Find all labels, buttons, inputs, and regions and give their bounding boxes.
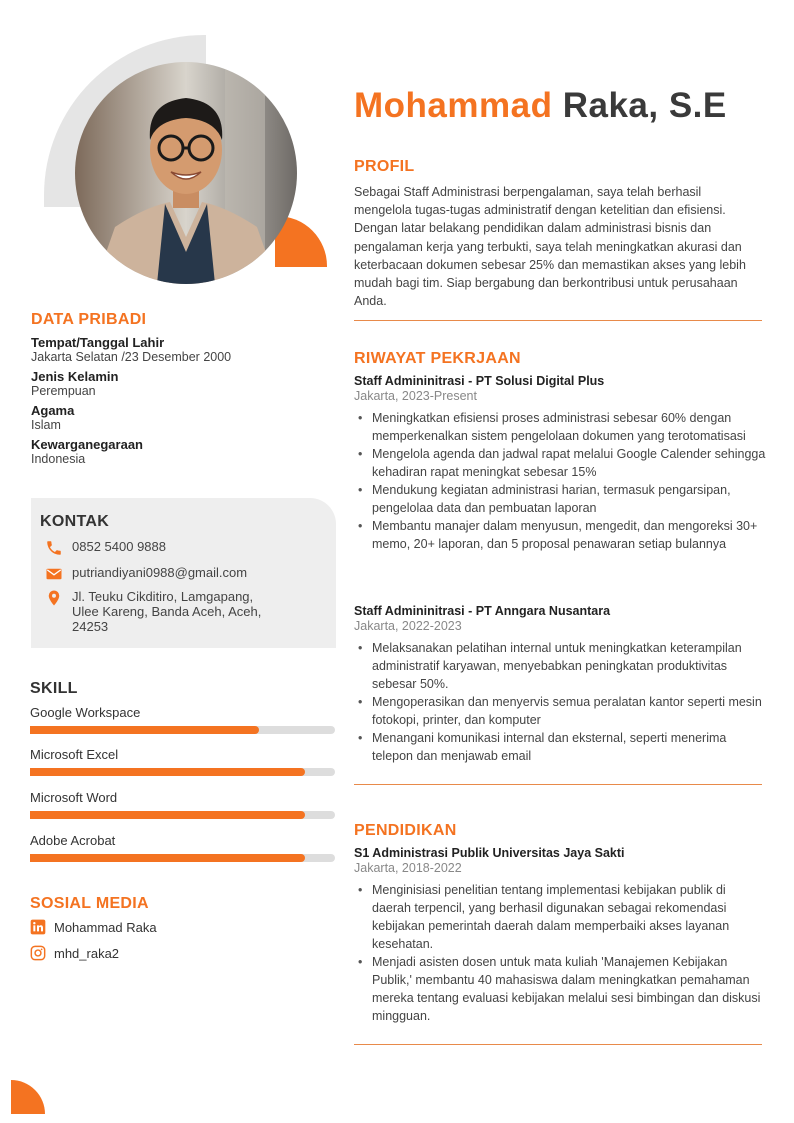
personal-data-item <box>31 438 321 466</box>
education-meta: Jakarta, 2018-2022 <box>354 861 462 875</box>
skill-item <box>30 747 335 776</box>
skill-bar-fill <box>30 854 305 862</box>
personal-data-item <box>31 370 321 398</box>
skill-name: Google Workspace <box>30 705 141 720</box>
profile-photo <box>75 62 297 284</box>
skill-name: Microsoft Word <box>30 790 118 805</box>
list-item: • Menginisiasi penelitian tentang implementasi kebijakan publik di daerah terpencil, yang berhasil digunakan sebagai rekomendasi kebijakan pemerintah daerah dalam memperbaiki akses layanan kesehatan. <box>358 881 768 953</box>
social-linkedin-text: Mohammad Raka <box>54 919 157 935</box>
skill-bar <box>30 854 335 862</box>
section-title-skill: SKILL <box>30 680 78 697</box>
divider <box>354 784 762 785</box>
personal-data-value: Islam <box>31 418 61 432</box>
personal-data <box>31 336 321 472</box>
skill-name: Adobe Acrobat <box>30 833 116 848</box>
skill-item <box>30 833 335 862</box>
profil-text: Sebagai Staff Administrasi berpengalaman, saya telah berhasil mengelola tugas-tugas administratif dengan ketelitian dan efisiensi. Dengan latar belakang pendidikan dalam administrasi bisnis dan pengalaman kerja yang terbukti, saya telah meningkatkan akurasi dan keterbacaan dokumen sebesar 25% dan memastikan akses yang lebih mudah bagi tim. Siap bergabung dan berkontribusi untuk perusahaan Anda. <box>354 185 746 309</box>
skill-bar-fill <box>30 811 305 819</box>
job-title: Staff Admininitrasi - PT Solusi Digital Plus <box>354 374 605 388</box>
job-title: Staff Admininitrasi - PT Anngara Nusantara <box>354 604 611 618</box>
section-title-profil: PROFIL <box>354 158 415 175</box>
linkedin-icon <box>30 919 46 935</box>
personal-data-label: Tempat/Tanggal Lahir <box>31 335 165 350</box>
instagram-icon <box>30 945 46 961</box>
social-instagram-text: mhd_raka2 <box>54 945 120 961</box>
list-item: • Meningkatkan efisiensi proses administrasi sebesar 60% dengan memperkenalkan sistem pengelolaan dokumen yang terotomatisasi <box>358 409 768 445</box>
skill-name: Microsoft Excel <box>30 747 119 762</box>
phone-icon <box>45 539 63 557</box>
personal-data-value: Perempuan <box>31 384 96 398</box>
job-bullets <box>358 409 768 553</box>
section-title-pendidikan: PENDIDIKAN <box>354 822 457 839</box>
decorative-corner-orange <box>11 1080 45 1114</box>
social-instagram[interactable] <box>30 945 119 961</box>
section-title-kontak: KONTAK <box>40 513 110 530</box>
personal-data-value: Indonesia <box>31 452 86 466</box>
contact-panel <box>31 498 336 648</box>
job-meta: Jakarta, 2022-2023 <box>354 619 462 633</box>
personal-data-label: Jenis Kelamin <box>31 369 119 384</box>
skill-bar-fill <box>30 726 259 734</box>
personal-data-value: Jakarta Selatan /23 Desember 2000 <box>31 350 232 364</box>
candidate-name <box>354 86 727 126</box>
list-item: • Mengelola agenda dan jadwal rapat melalui Google Calender sehingga kehadiran rapat meningkat sebesar 15% <box>358 445 768 481</box>
skill-bar <box>30 726 335 734</box>
list-item: • Menjadi asisten dosen untuk mata kuliah 'Manajemen Kebijakan Publik,' membantu 40 mahasiswa dalam meningkatkan pemahaman mereka tentang evaluasi kebijakan melalui sesi bimbingan dan diskusi mingguan. <box>358 953 768 1025</box>
contact-email-text: putriandiyani0988@gmail.com <box>72 565 248 580</box>
name-first: Mohammad <box>354 86 553 125</box>
section-title-sosial-media: SOSIAL MEDIA <box>30 895 149 912</box>
education-bullets <box>358 881 768 1025</box>
contact-address <box>45 589 282 634</box>
skill-bar <box>30 811 335 819</box>
skill-item <box>30 790 335 819</box>
personal-data-label: Agama <box>31 403 75 418</box>
list-item: • Membantu manajer dalam menyusun, mengedit, dan mengoreksi 30+ memo, 20+ laporan, dan 5 proposal penawaran setiap bulannya <box>358 517 768 553</box>
job-bullets <box>358 639 768 765</box>
contact-phone-text: 0852 5400 9888 <box>72 539 166 554</box>
section-title-riwayat-pekerjaan: RIWAYAT PEKRJAAN <box>354 350 521 367</box>
personal-data-item <box>31 404 321 432</box>
social-linkedin[interactable] <box>30 919 157 935</box>
skill-bar <box>30 768 335 776</box>
list-item: • Mengoperasikan dan menyervis semua peralatan kantor seperti mesin fotokopi, printer, dan komputer <box>358 693 768 729</box>
contact-address-text: Jl. Teuku Cikditiro, Lamgapang, Ulee Kareng, Banda Aceh, Aceh, 24253 <box>72 589 262 634</box>
divider <box>354 1044 762 1045</box>
mail-icon <box>45 565 63 583</box>
skill-bar-fill <box>30 768 305 776</box>
list-item: • Melaksanakan pelatihan internal untuk meningkatkan keterampilan administratif karyawan, menyebabkan peningkatan produktivitas sebesar 50%. <box>358 639 768 693</box>
contact-email[interactable] <box>45 565 282 583</box>
list-item: • Menangani komunikasi internal dan eksternal, seperti menerima telepon dan menjawab email <box>358 729 768 765</box>
job-meta: Jakarta, 2023-Present <box>354 389 477 403</box>
list-item: • Mendukung kegiatan administrasi harian, termasuk pengarsipan, pengelolaa data dan pembuatan laporan <box>358 481 768 517</box>
education-title: S1 Administrasi Publik Universitas Jaya Sakti <box>354 846 625 860</box>
personal-data-label: Kewarganegaraan <box>31 437 143 452</box>
skill-item <box>30 705 335 734</box>
location-icon <box>45 589 63 607</box>
personal-data-item <box>31 336 321 364</box>
divider <box>354 320 762 321</box>
contact-phone[interactable] <box>45 539 282 557</box>
section-title-data-pribadi: DATA PRIBADI <box>31 311 147 328</box>
name-last: Raka, S.E <box>562 86 727 125</box>
